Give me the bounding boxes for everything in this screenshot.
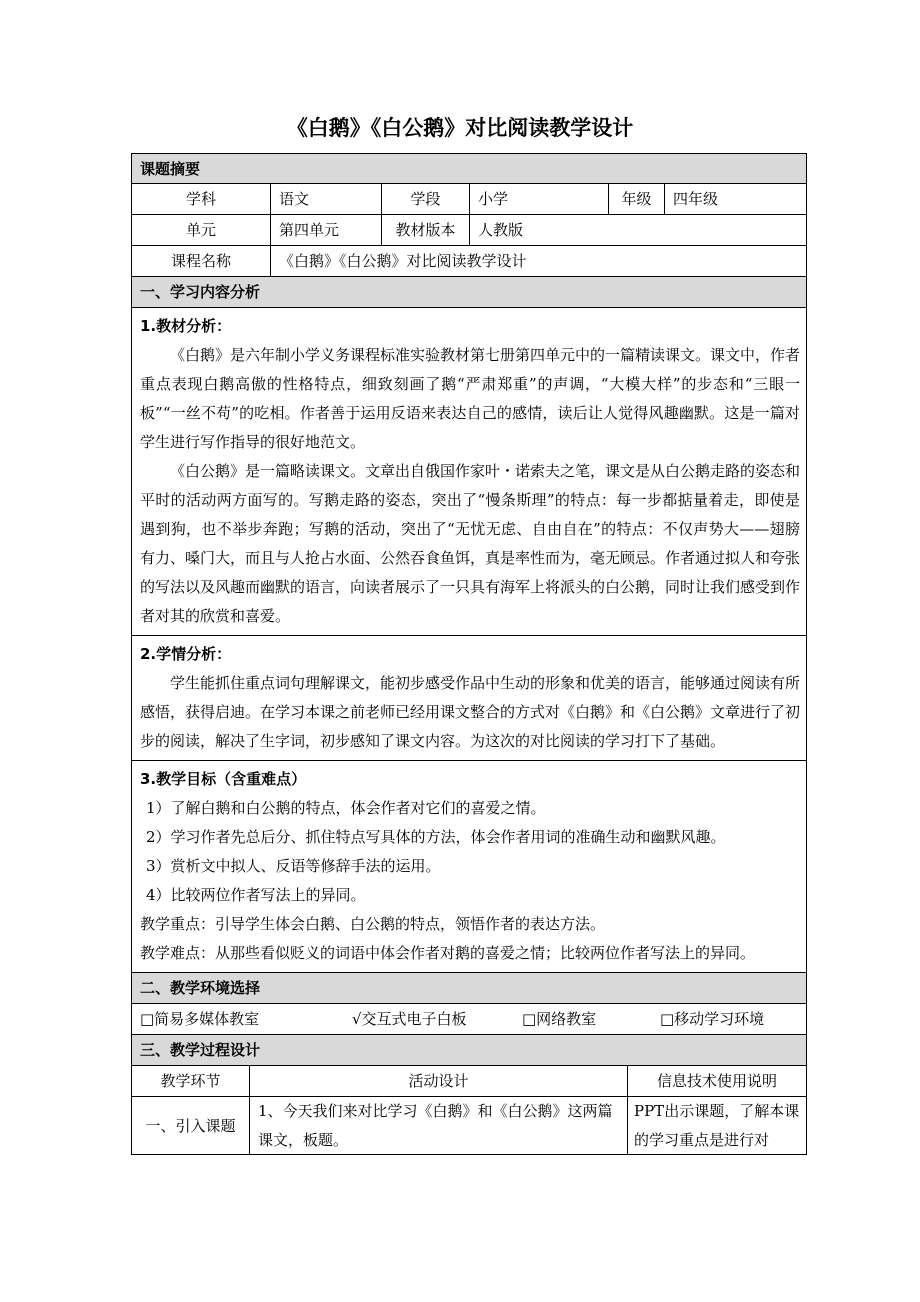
process-row-1	[131, 1097, 807, 1155]
row1-activity: 1、今天我们来对比学习《白鹅》和《白公鹅》这两篇课文，板题。	[250, 1097, 628, 1154]
teaching-goals	[131, 761, 807, 973]
option-interactive-whiteboard[interactable]: √交互式电子白板	[352, 1010, 467, 1028]
document-title: 《白鹅》《白公鹅》对比阅读教学设计	[286, 116, 634, 140]
subject-label: 学科	[132, 184, 271, 214]
goal-item: 4）比较两位作者写法上的异同。	[146, 886, 366, 904]
analysis-heading: 一、学习内容分析	[131, 277, 807, 308]
goal-item: 2）学习作者先总后分、抓住特点写具体的方法，体会作者用词的准确生动和幽默风趣。	[146, 828, 726, 846]
material-analysis	[131, 308, 807, 636]
edition-value: 人教版	[478, 221, 524, 239]
grade-label: 年级	[609, 184, 665, 214]
material-paragraph-1: 《白鹅》是六年制小学义务课程标准实验教材第七册第四单元中的一篇精读课文。课文中，作者重点表现白鹅高傲的性格特点，细致刻画了鹅“严肃郑重”的声调，“大模大样”的步态和“三眼一板”“一丝不苟”的吃相。作者善于运用反语来表达自己的感情，读后让人觉得风趣幽默。这是一篇对学生进行写作指导的很好地范文。	[140, 346, 801, 451]
unit-label: 单元	[132, 215, 271, 245]
material-paragraph-2: 《白公鹅》是一篇略读课文。文章出自俄国作家叶・诺索夫之笔，课文是从白公鹅走路的姿态和平时的活动两方面写的。写鹅走路的姿态，突出了“慢条斯理”的特点：每一步都掂量着走，即使是遇到狗，也不举步奔跑；写鹅的活动，突出了“无忧无虑、自由自在”的特点：不仅声势大——翅膀有力、嗓门大，而且与人抢占水面、公然吞食鱼饵，真是率性而为，毫无顾忌。作者通过拟人和夸张的写法以及风趣而幽默的语言，向读者展示了一只具有海军上将派头的白公鹅，同时让我们感受到作者对其的欣赏和喜爱。	[140, 462, 801, 625]
stage-value: 小学	[470, 184, 609, 214]
students-paragraph: 学生能抓住重点词句理解课文，能初步感受作品中生动的形象和优美的语言，能够通过阅读有所感悟，获得启迪。在学习本课之前老师已经用课文整合的方式对《白鹅》和《白公鹅》文章进行了初步的阅读，解决了生字词，初步感知了课文内容。为这次的对比阅读的学习打下了基础。	[140, 674, 801, 750]
grade-value: 四年级	[673, 190, 719, 208]
subject-value: 语文	[271, 184, 382, 214]
summary-row-3	[131, 246, 807, 277]
stage-label: 学段	[382, 184, 470, 214]
option-simple-multimedia[interactable]: □简易多媒体教室	[140, 1010, 260, 1028]
environment-options	[131, 1004, 807, 1035]
summary-row-2	[131, 215, 807, 246]
lesson-plan-table	[131, 153, 807, 1155]
course-label: 课程名称	[132, 246, 271, 276]
summary-row-1	[131, 184, 807, 215]
col-tech: 信息技术使用说明	[656, 1072, 777, 1090]
key-point: 教学重点：引导学生体会白鹅、白公鹅的特点，领悟作者的表达方法。	[140, 915, 606, 933]
col-stage: 教学环节	[132, 1066, 250, 1096]
col-activity: 活动设计	[250, 1066, 628, 1096]
summary-heading: 课题摘要	[131, 153, 807, 184]
material-heading: 1.教材分析：	[140, 317, 232, 335]
option-network-classroom[interactable]: □网络教室	[522, 1010, 597, 1028]
process-header-row	[131, 1066, 807, 1097]
goal-item: 1）了解白鹅和白公鹅的特点，体会作者对它们的喜爱之情。	[146, 799, 546, 817]
unit-value: 第四单元	[271, 215, 382, 245]
process-heading: 三、教学过程设计	[131, 1035, 807, 1066]
difficulty: 教学难点：从那些看似贬义的词语中体会作者对鹅的喜爱之情；比较两位作者写法上的异同。	[140, 944, 756, 962]
environment-heading: 二、教学环境选择	[131, 973, 807, 1004]
row1-tech: PPT出示课题，了解本课的学习重点是进行对	[634, 1102, 800, 1149]
row1-stage: 一、引入课题	[132, 1097, 250, 1154]
students-heading: 2.学情分析：	[140, 645, 232, 663]
student-analysis	[131, 636, 807, 761]
option-mobile-learning[interactable]: □移动学习环境	[660, 1010, 765, 1028]
goals-heading: 3.教学目标（含重难点）	[140, 770, 307, 788]
course-value: 《白鹅》《白公鹅》对比阅读教学设计	[279, 252, 527, 270]
edition-label: 教材版本	[382, 215, 470, 245]
goal-item: 3）赏析文中拟人、反语等修辞手法的运用。	[146, 857, 441, 875]
